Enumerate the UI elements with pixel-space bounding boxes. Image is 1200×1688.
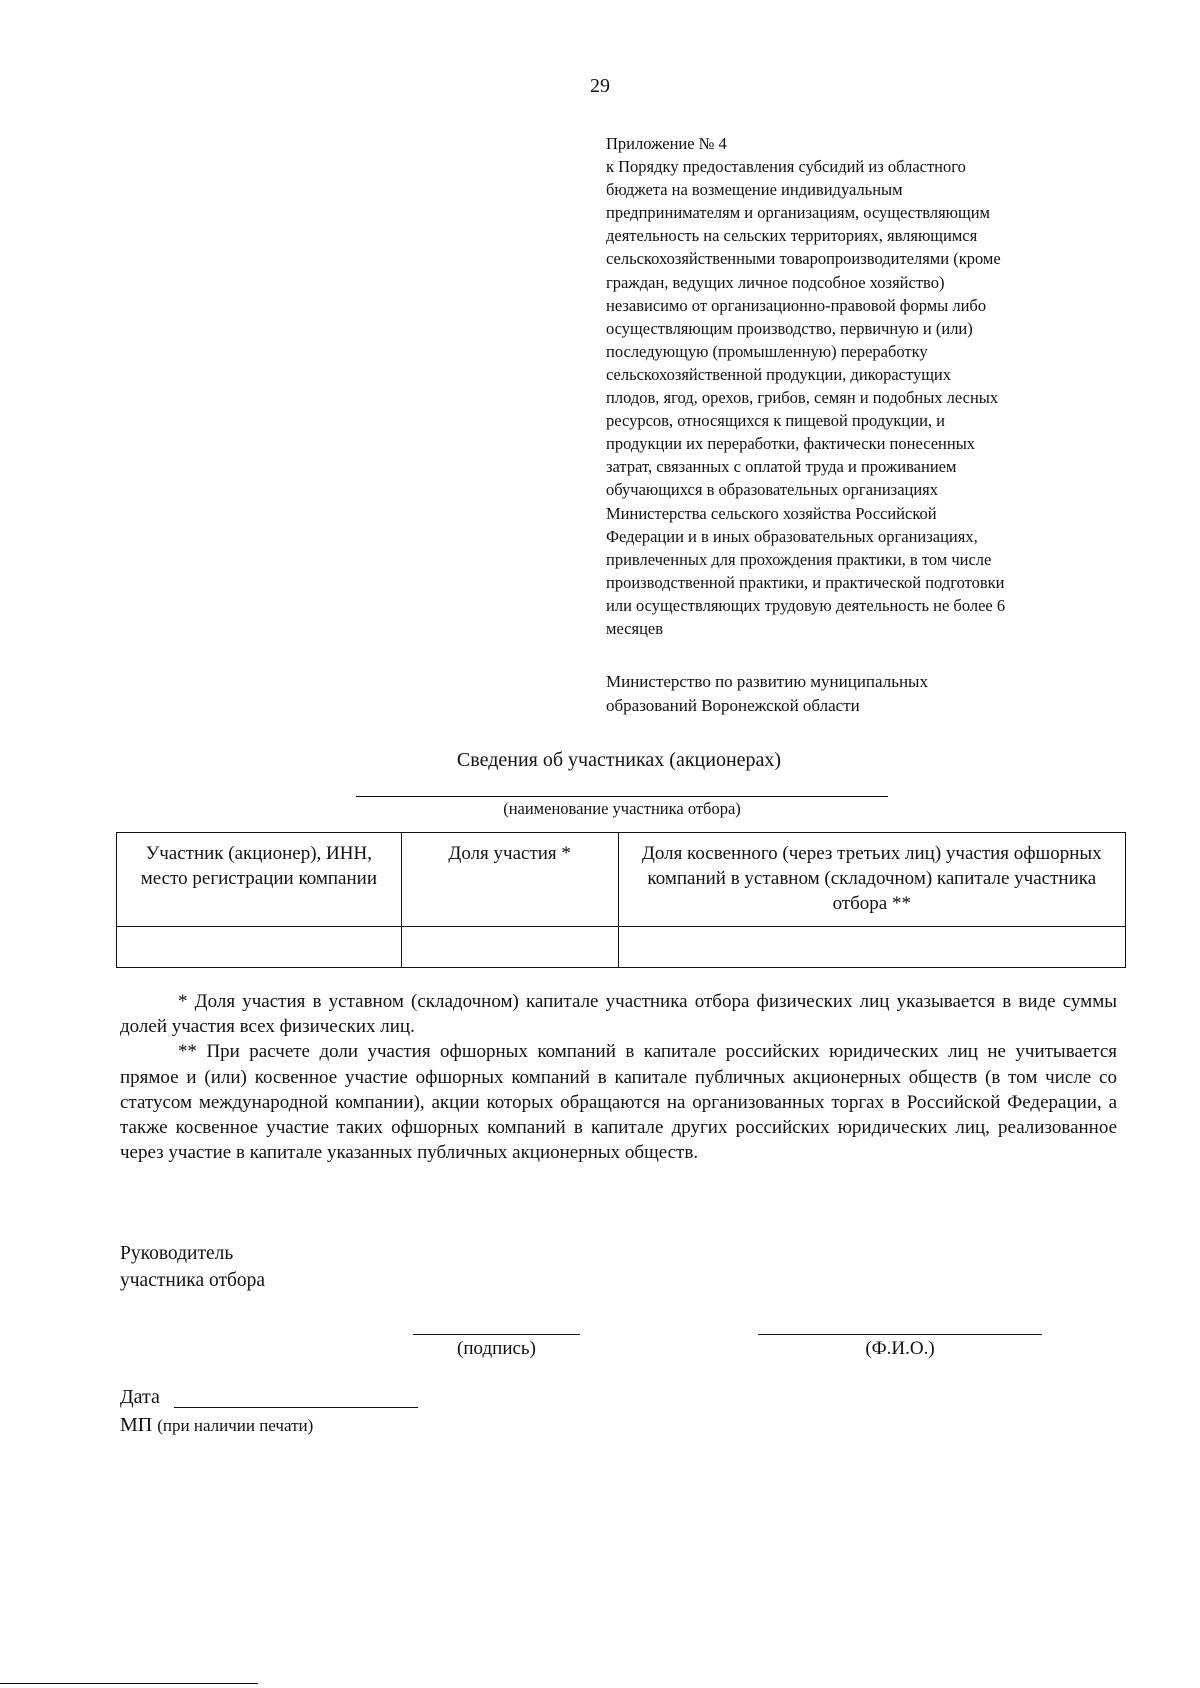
appendix-line: сельскохозяйственной продукции, дикорастущих: [606, 364, 952, 384]
date-label: Дата: [120, 1386, 160, 1408]
footnotes: [120, 989, 1117, 1165]
appendix-line: сельскохозяйственными товаропроизводителями (кроме: [606, 249, 1001, 269]
appendix-line: последующую (промышленную) переработку: [606, 341, 928, 361]
seal-label: МП: [120, 1414, 153, 1436]
page-number: 29: [590, 75, 610, 97]
table-cell: [401, 927, 618, 968]
fio-line: [758, 1334, 1042, 1335]
table-cell: [117, 927, 402, 968]
appendix-block: [606, 132, 1126, 640]
head-title-line: участника отбора: [120, 1270, 266, 1291]
recipient-block: [606, 670, 1106, 718]
appendix-line: бюджета на возмещение индивидуальным: [606, 180, 903, 200]
fio-caption: (Ф.И.О.): [865, 1338, 935, 1359]
column-header-participant: Участник (акционер), ИНН, место регистрации компании: [117, 833, 402, 927]
seal-place: [120, 1411, 313, 1440]
appendix-line: производственной практики, и практической подготовки: [606, 572, 1005, 592]
signature-line: [413, 1334, 580, 1335]
signature-caption: (подпись): [457, 1338, 536, 1359]
footnote-share: * Доля участия в уставном (складочном) капитале участника отбора физических лиц указывается в виде суммы долей участия всех физических лиц.: [120, 991, 1117, 1038]
appendix-line: Министерства сельского хозяйства Российской: [606, 503, 937, 523]
appendix-line: месяцев: [606, 618, 664, 638]
table-cell: [618, 927, 1125, 968]
recipient-line: образований Воронежской области: [606, 696, 860, 715]
appendix-line: Приложение № 4: [606, 134, 727, 153]
appendix-line: привлеченных для прохождения практики, в том числе: [606, 549, 992, 569]
appendix-line: деятельность на сельских территориях, являющимся: [606, 226, 978, 246]
seal-note: (при наличии печати): [157, 1416, 314, 1435]
appendix-line: или осуществляющих трудовую деятельность не более 6: [606, 595, 1006, 615]
appendix-line: граждан, ведущих личное подсобное хозяйство): [606, 272, 945, 292]
table-header-row: [117, 833, 1126, 927]
appendix-line: продукции их переработки, фактически понесенных: [606, 434, 976, 454]
appendix-line: независимо от организационно-правовой формы либо: [606, 295, 987, 315]
appendix-line: к Порядку предоставления субсидий из областного: [606, 157, 966, 177]
appendix-line: обучающихся в образовательных организациях: [606, 480, 939, 500]
table-row: [117, 927, 1126, 968]
appendix-line: предпринимателям и организациям, осуществляющим: [606, 203, 990, 223]
participant-name-line: [356, 796, 888, 797]
participants-table: [116, 832, 1126, 968]
head-title: [120, 1240, 265, 1294]
appendix-line: затрат, связанных с оплатой труда и проживанием: [606, 457, 957, 477]
footnote-offshore: ** При расчете доли участия офшорных компаний в капитале российских юридических лиц не учитывается прямое и (или) косвенное участие офшорных компаний в капитале публичных акционерных обществ (в том числе со статусом международной компании), акции которых обращаются на организованных торгах в Российской Федерации, а также косвенное участие таких офшорных компаний в капитале других российских юридических лиц, реализованное через участие в капитале указанных публичных акционерных обществ.: [120, 1041, 1117, 1164]
document-title: Сведения об участниках (акционерах): [456, 749, 782, 771]
footer-rule: [0, 1683, 258, 1684]
appendix-line: плодов, ягод, орехов, грибов, семян и подобных лесных: [606, 388, 999, 408]
recipient-line: Министерство по развитию муниципальных: [606, 672, 928, 691]
appendix-line: ресурсов, относящихся к пищевой продукции, и: [606, 411, 945, 431]
column-header-offshore-share: Доля косвенного (через третьих лиц) участия офшорных компаний в уставном (складочном) капитале участника отбора **: [618, 833, 1125, 927]
date-line: [174, 1407, 418, 1408]
appendix-line: осуществляющим производство, первичную и (или): [606, 318, 973, 338]
appendix-line: Федерации и в иных образовательных организациях,: [606, 526, 978, 546]
head-title-line: Руководитель: [120, 1243, 234, 1264]
participant-name-caption: (наименование участника отбора): [503, 799, 741, 818]
column-header-share: Доля участия *: [401, 833, 618, 927]
